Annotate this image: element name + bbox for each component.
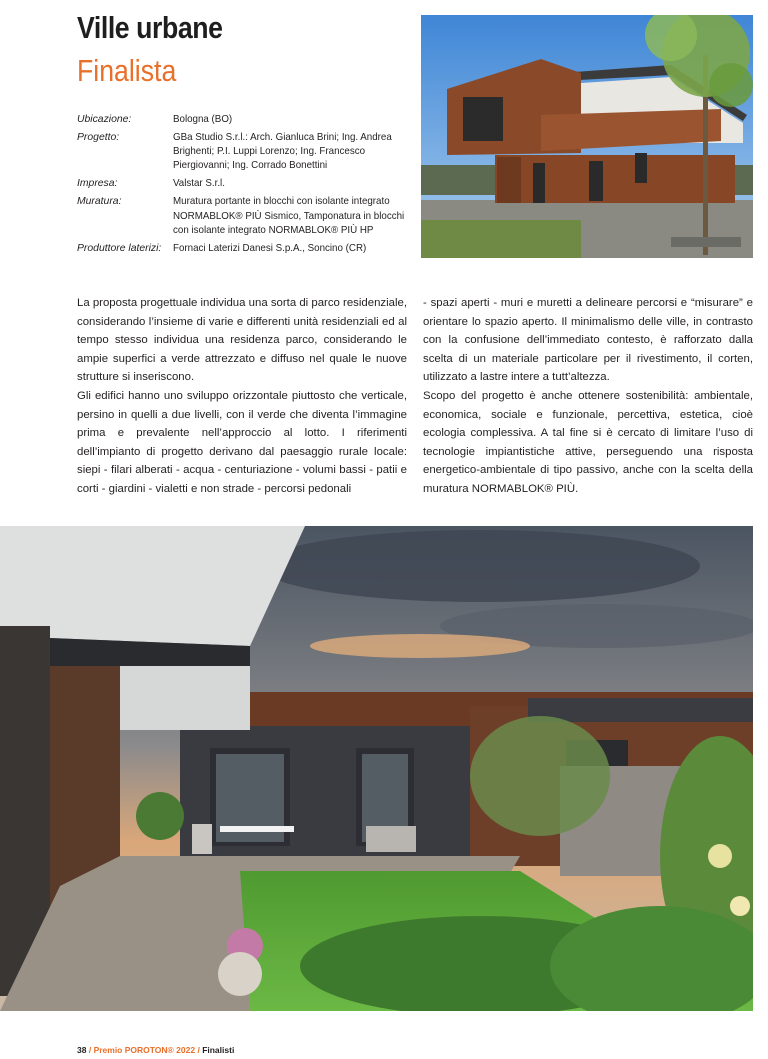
info-label: Produttore laterizi: [77, 242, 162, 254]
footer-separator: / [86, 1045, 94, 1055]
info-row [77, 242, 422, 256]
paragraph: Gli edifici hanno uno sviluppo orizzontale piuttosto che verticale, persino in quelli a due livelli, con il verde che diventa l’immagine prima e prevalente nell’approccio al lotto. I riferimenti dell’impianto di progetto derivano dal paesaggio rurale locale: siepi - filari alberati - acqua - centuriazione - volumi bassi - patii e corti - giardini - vialetti e non strade - percorsi pedonali [77, 389, 407, 495]
info-label: Progetto: [77, 132, 120, 144]
paragraph: La proposta progettuale individua una sorta di parco residenziale, considerando l’insieme di varie e differenti unità residenziali ed al tempo stesso individua una residenza parco, considerando le ampie superfici a verde attrezzato e diffuso nel quale le nuove strutture si inseriscono. [77, 297, 407, 384]
info-row [77, 195, 422, 237]
body-column-left [77, 294, 407, 499]
paragraph: - spazi aperti - muri e muretti a delineare percorsi e “misurare” e orientare lo spazio aperto. Il minimalismo delle ville, in contrasto con la confusione dell’immediato contesto, è rafforzato dalla scelta di un materiale particolare per il rivestimento, il corten, utilizzato a lastre intere a tutt’altezza. [423, 297, 753, 384]
info-row [77, 177, 422, 191]
publication-name: Premio POROTON® 2022 [93, 1045, 196, 1055]
info-value: Muratura portante in blocchi con isolante integrato NORMABLOK® PIÙ Sismico, Tamponatura in blocchi con isolante integrato NORMABLOK® PIÙ HP [173, 196, 405, 236]
info-label: Ubicazione: [77, 114, 132, 125]
paragraph: Scopo del progetto è anche ottenere sostenibilità: ambientale, economica, sociale e funzionale, percettiva, estetica, cioè ecologia complessiva. A tal fine si è cercato di limitare l’uso di tecnologie impiantistiche attive, perseguendo una risposta energetico-ambientale di tipo passivo, anche con la scelta della muratura NORMABLOK® PIÙ. [423, 389, 753, 495]
page-footer [77, 1045, 234, 1055]
info-label: Impresa: [77, 178, 118, 190]
page-title: Ville urbane [77, 10, 223, 45]
info-value: GBa Studio S.r.l.: Arch. Gianluca Brini; Ing. Andrea Brighenti; P.I. Luppi Lorenzo; Ing. Francesco Piergiovanni; Ing. Corrado Bonettini [173, 132, 392, 172]
info-row [77, 131, 422, 173]
info-value: Bologna (BO) [173, 114, 233, 125]
section-name: Finalisti [202, 1045, 235, 1055]
page-subtitle: Finalista [77, 53, 177, 88]
footer-separator: / [195, 1045, 203, 1055]
info-label: Muratura: [77, 196, 122, 208]
villa-exterior-photo [421, 15, 753, 258]
body-column-right [423, 294, 753, 499]
courtyard-photo [0, 526, 753, 1011]
info-value: Fornaci Laterizi Danesi S.p.A., Soncino (CR) [173, 242, 367, 254]
page-number: 38 [77, 1045, 87, 1055]
project-info [77, 113, 422, 260]
info-row [77, 113, 422, 127]
info-value: Valstar S.r.l. [173, 178, 225, 190]
